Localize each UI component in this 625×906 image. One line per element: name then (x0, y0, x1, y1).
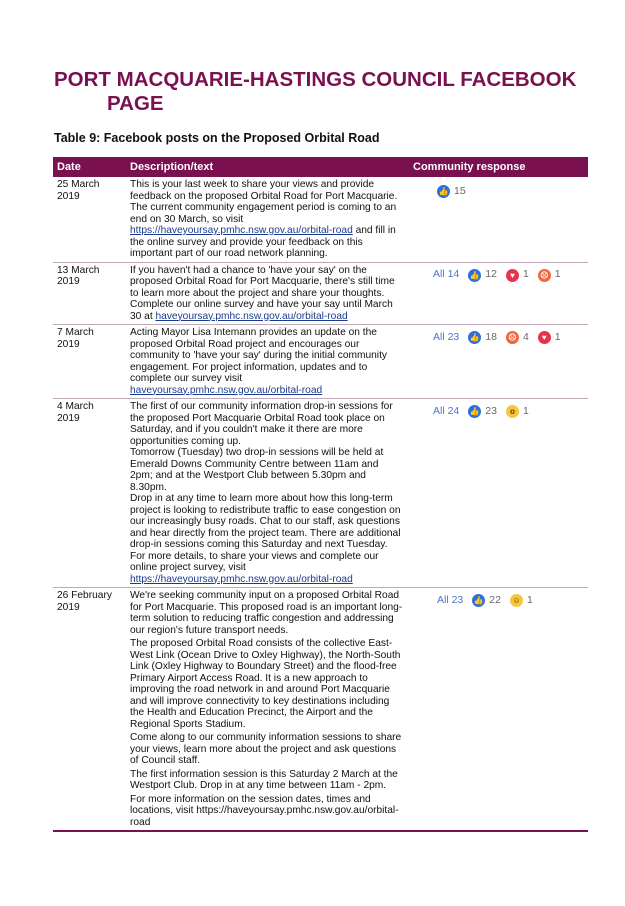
description-cell (126, 262, 409, 325)
text-segment: For more details, to share your views and complete our online project survey, visit (130, 550, 379, 573)
post-paragraph: We're seeking community input on a proposed Orbital Road for Port Macquarie. This proposed road is an important long-term solution to reducing traffic congestion and addressing our region's future transport needs. (130, 590, 403, 636)
reaction-love (506, 269, 529, 282)
post-paragraph: Come along to our community information sessions to share your views, learn more about the project and ask questions of Council staff. (130, 732, 402, 766)
reaction-count: 23 (485, 404, 497, 417)
survey-link[interactable]: haveyoursay.pmhc.nsw.gov.au/orbital-road (155, 310, 348, 322)
survey-link[interactable]: haveyoursay.pmhc.nsw.gov.au/orbital-road (130, 384, 323, 396)
like-icon: 👍 (473, 596, 484, 605)
table-row (53, 177, 588, 262)
survey-link[interactable]: https://haveyoursay.pmhc.nsw.gov.au/orbital-road (130, 225, 353, 236)
post-text (130, 265, 403, 323)
angry-icon: ☹ (506, 331, 519, 344)
all-reactions-count: All 24 (433, 404, 460, 417)
date-day: 7 March (57, 327, 94, 338)
reaction-summary (413, 401, 585, 418)
date-cell (53, 588, 126, 832)
text-segment: Acting Mayor Lisa Intemann provides an update on the proposed Orbital Road project and encourages our community to 'have your say' during the initial community engagement. For project information, updates and to complete our survey visit (130, 327, 387, 384)
response-cell (409, 588, 588, 832)
all-reactions-count: All 23 (437, 593, 464, 606)
post-paragraph: The first of our community information drop-in sessions for the proposed Port Macquarie Orbital Road took place on Saturday, and if you couldn't make it there are more opportunities coming up. (130, 401, 393, 447)
survey-link[interactable]: https://haveyoursay.pmhc.nsw.gov.au/orbital-road (130, 573, 353, 585)
reaction-summary (413, 265, 585, 282)
date-year: 2019 (57, 276, 80, 287)
date-day: 25 March (57, 179, 100, 190)
reaction-angry (506, 331, 529, 344)
header-date: Date (53, 157, 126, 177)
text-segment: If you haven't had a chance to 'have your say' on the proposed Orbital Road for Port Macquarie, there's still time to learn more about the project and share your thoughts. Complete our online survey and have your say until March 30 at (130, 264, 395, 322)
date-cell (53, 325, 126, 399)
post-paragraph: For more information on the session dates, times and locations, visit https://haveyoursay.pmhc.nsw.gov.au/orbital-road (130, 793, 399, 828)
date-year: 2019 (57, 190, 80, 202)
date-year: 2019 (57, 338, 80, 350)
like-icon: 👍 (469, 270, 480, 280)
all-reactions-count: All 14 (433, 268, 460, 281)
date-day: 4 March (57, 401, 94, 412)
heading-line-2: PAGE (107, 92, 164, 115)
reaction-like (472, 594, 501, 607)
reaction-haha (510, 594, 533, 607)
reaction-count: 1 (522, 404, 529, 417)
post-paragraph: The first information session is this Saturday 2 March at the Westport Club. Drop in at any time between 11am - 2pm. (130, 768, 398, 791)
like-icon: 👍 (469, 333, 480, 342)
reaction-count: 18 (485, 330, 497, 343)
love-icon: ♥ (506, 269, 519, 282)
table-row (53, 399, 588, 588)
header-community-response: Community response (409, 157, 588, 177)
reaction-count: 22 (489, 593, 501, 606)
reaction-count: 15 (454, 184, 466, 197)
reaction-count: 1 (554, 330, 561, 343)
text-segment: and fill in the online survey and provide your feedback on this important part of our road network planning. (130, 225, 396, 259)
reaction-summary (413, 327, 585, 344)
post-paragraph (130, 551, 403, 586)
table-row (53, 262, 588, 325)
post-text (130, 179, 403, 260)
angry-icon: ☹ (538, 269, 551, 282)
reaction-count: 4 (522, 330, 529, 343)
table-row (53, 588, 588, 832)
response-cell (409, 262, 588, 325)
page-heading (54, 68, 599, 116)
reaction-count: 1 (526, 593, 533, 606)
facebook-posts-table (53, 157, 588, 832)
reaction-count: 1 (554, 268, 561, 281)
date-day: 26 February (57, 590, 112, 601)
haha-icon: ☺ (510, 594, 523, 607)
reaction-count: 12 (485, 268, 497, 281)
reaction-summary (413, 179, 585, 198)
text-segment: This is your last week to share your views and provide feedback on the proposed Orbital Road for Port Macquarie. The current community engagement period is coming to an end on 30 March, so visit (130, 179, 398, 225)
reaction-like (437, 185, 466, 198)
date-year: 2019 (57, 412, 80, 424)
table-caption: Table 9: Facebook posts on the Proposed Orbital Road (54, 131, 380, 145)
table-header-row (53, 157, 588, 177)
table-row (53, 325, 588, 399)
header-description: Description/text (126, 157, 409, 177)
response-cell (409, 399, 588, 588)
reaction-like (468, 269, 497, 282)
description-cell (126, 588, 409, 832)
post-text (130, 327, 403, 396)
post-paragraph: Tomorrow (Tuesday) two drop-in sessions will be held at Emerald Downs Community Centre between 11am and 2pm; and at the Westport Club between 5.30pm and 8.30pm. (130, 447, 384, 493)
heading-line-1: PORT MACQUARIE-HASTINGS COUNCIL FACEBOOK (54, 68, 577, 91)
love-icon: ♥ (538, 331, 551, 344)
like-icon: 👍 (438, 187, 449, 196)
date-cell (53, 262, 126, 325)
date-day: 13 March (57, 264, 100, 276)
reaction-angry (538, 269, 561, 282)
like-icon: 👍 (469, 407, 480, 416)
reaction-like (468, 331, 497, 344)
date-cell (53, 177, 126, 262)
date-cell (53, 399, 126, 588)
all-reactions-count: All 23 (433, 330, 460, 343)
response-cell (409, 325, 588, 399)
post-paragraph: The proposed Orbital Road consists of the collective East-West Link (Ocean Drive to Oxley Highway), the North-South Link (Oxley Highway to Boundary Street) and the flood-free Primary Airport Access Road. It is a new approach to improving the road network in and around Port Macquarie and will improve connectivity to key destinations including the Health and Education Precinct, the Airport and the Regional Sports Stadium. (130, 638, 401, 730)
reaction-count: 1 (522, 268, 529, 281)
reaction-love (538, 331, 561, 344)
description-cell (126, 325, 409, 399)
reaction-wow (506, 405, 529, 418)
description-cell (126, 177, 409, 262)
description-cell (126, 399, 409, 588)
reaction-like (468, 405, 497, 418)
date-year: 2019 (57, 601, 80, 613)
post-paragraph: Drop in at any time to learn more about how this long-term project is looking to redistribute traffic to ease congestion on our increasingly busy roads. Chat to our staff, ask questions and hear directly from the project team. There are additional drop-in sessions coming this Saturday and next Tuesday. (130, 493, 401, 550)
response-cell (409, 177, 588, 262)
reaction-summary (413, 590, 585, 607)
wow-icon: o (506, 405, 519, 418)
